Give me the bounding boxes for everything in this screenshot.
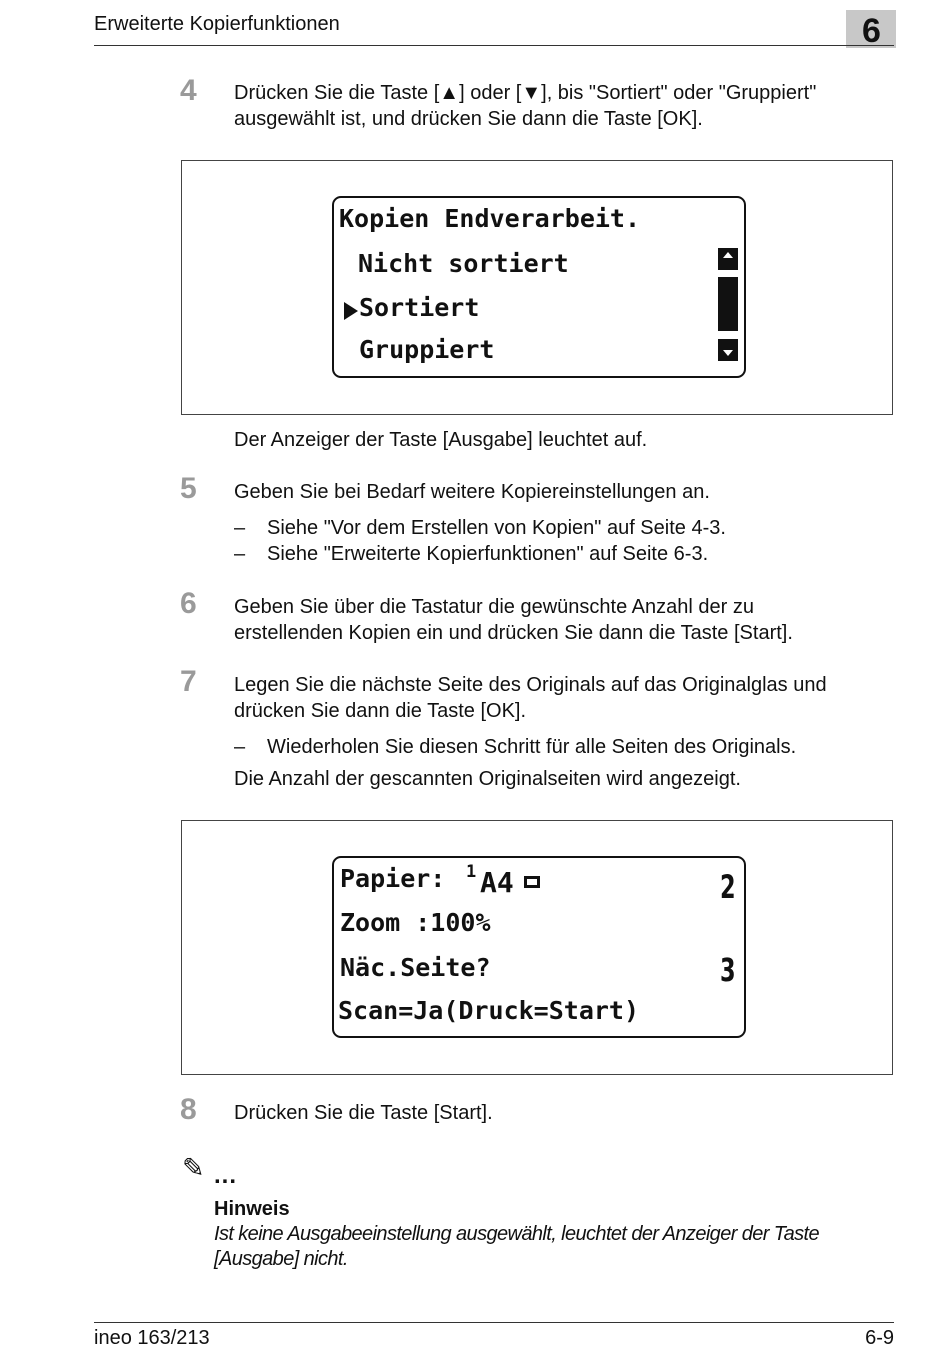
result-text: Der Anzeiger der Taste [Ausgabe] leuchtet auf. xyxy=(234,429,648,451)
step-line: ausgewählt ist, und drücken Sie dann die Taste [OK]. xyxy=(234,108,703,130)
step-number: 8 xyxy=(180,1093,197,1126)
step-line: Legen Sie die nächste Seite des Originals auf das Originalglas und xyxy=(234,674,827,696)
footer-rule xyxy=(94,1322,894,1323)
result-text: Die Anzahl der gescannten Originalseiten wird angezeigt. xyxy=(234,768,741,790)
scroll-up-block xyxy=(718,248,738,270)
paper-label: Papier: xyxy=(340,864,446,893)
step-text: Geben Sie bei Bedarf weitere Kopiereinstellungen an. xyxy=(234,481,710,503)
option-nicht-sortiert: Nicht sortiert xyxy=(358,249,569,278)
scroll-up-icon xyxy=(723,252,733,258)
bullet-item: Wiederholen Sie diesen Schritt für alle Seiten des Originals. xyxy=(267,736,797,758)
scanned-page-count: 3 xyxy=(720,951,736,989)
bullet-dash: – xyxy=(234,517,246,539)
step-text xyxy=(234,672,827,724)
copy-count: 2 xyxy=(720,868,736,906)
bullet-item: Siehe "Erweiterte Kopierfunktionen" auf Seite 6-3. xyxy=(267,543,709,565)
bullet-item: Siehe "Vor dem Erstellen von Kopien" auf Seite 4-3. xyxy=(267,517,726,539)
step-line: erstellenden Kopien ein und drücken Sie dann die Taste [Start]. xyxy=(234,622,793,644)
option-sortiert: Sortiert xyxy=(359,293,480,322)
step-number: 7 xyxy=(180,665,197,698)
display-title: Kopien Endverarbeit. xyxy=(339,204,641,233)
step-text xyxy=(234,80,816,132)
zoom-line: Zoom :100% xyxy=(340,908,491,937)
step-number: 4 xyxy=(180,74,197,107)
note-heading: Hinweis xyxy=(214,1198,290,1220)
display-figure-next-page xyxy=(181,820,893,1075)
chapter-number: 6 xyxy=(862,12,881,50)
scrollbar-thumb xyxy=(718,277,738,331)
paper-orientation-icon xyxy=(524,876,540,888)
paper-size: A4 xyxy=(480,866,514,899)
control-panel-display xyxy=(332,196,746,378)
option-gruppiert: Gruppiert xyxy=(359,335,495,364)
note-text: Ist keine Ausgabeeinstellung ausgewählt, leuchtet der Anzeiger der Taste [Ausgabe] nicht. xyxy=(214,1223,819,1270)
bullet-dash: – xyxy=(234,543,246,565)
step-line: drücken Sie dann die Taste [OK]. xyxy=(234,700,527,722)
scan-start-line: Scan=Ja(Druck=Start) xyxy=(338,996,640,1025)
control-panel-display xyxy=(332,856,746,1038)
step-number: 5 xyxy=(180,472,197,505)
bullet-dash: – xyxy=(234,736,246,758)
footer-page-number: 6-9 xyxy=(865,1327,894,1349)
step-line: Drücken Sie die Taste [▲] oder [▼], bis "Sortiert" oder "Gruppiert" xyxy=(234,82,817,104)
scroll-down-block xyxy=(718,339,738,361)
scroll-down-icon xyxy=(723,350,733,356)
selection-pointer-icon xyxy=(344,302,358,320)
next-page-line: Näc.Seite? xyxy=(340,953,491,982)
paper-tray-number: 1 xyxy=(466,862,477,882)
step-text: Drücken Sie die Taste [Start]. xyxy=(234,1102,493,1124)
footer-model: ineo 163/213 xyxy=(94,1327,210,1349)
header-rule xyxy=(94,45,894,46)
step-line: Geben Sie über die Tastatur die gewünschte Anzahl der zu xyxy=(234,596,754,618)
running-header: Erweiterte Kopierfunktionen xyxy=(94,13,340,35)
step-text xyxy=(234,594,793,646)
pencil-icon: ✎ xyxy=(182,1153,205,1183)
display-figure-finishing xyxy=(181,160,893,415)
step-number: 6 xyxy=(180,587,197,620)
note-dots: ... xyxy=(214,1162,238,1189)
